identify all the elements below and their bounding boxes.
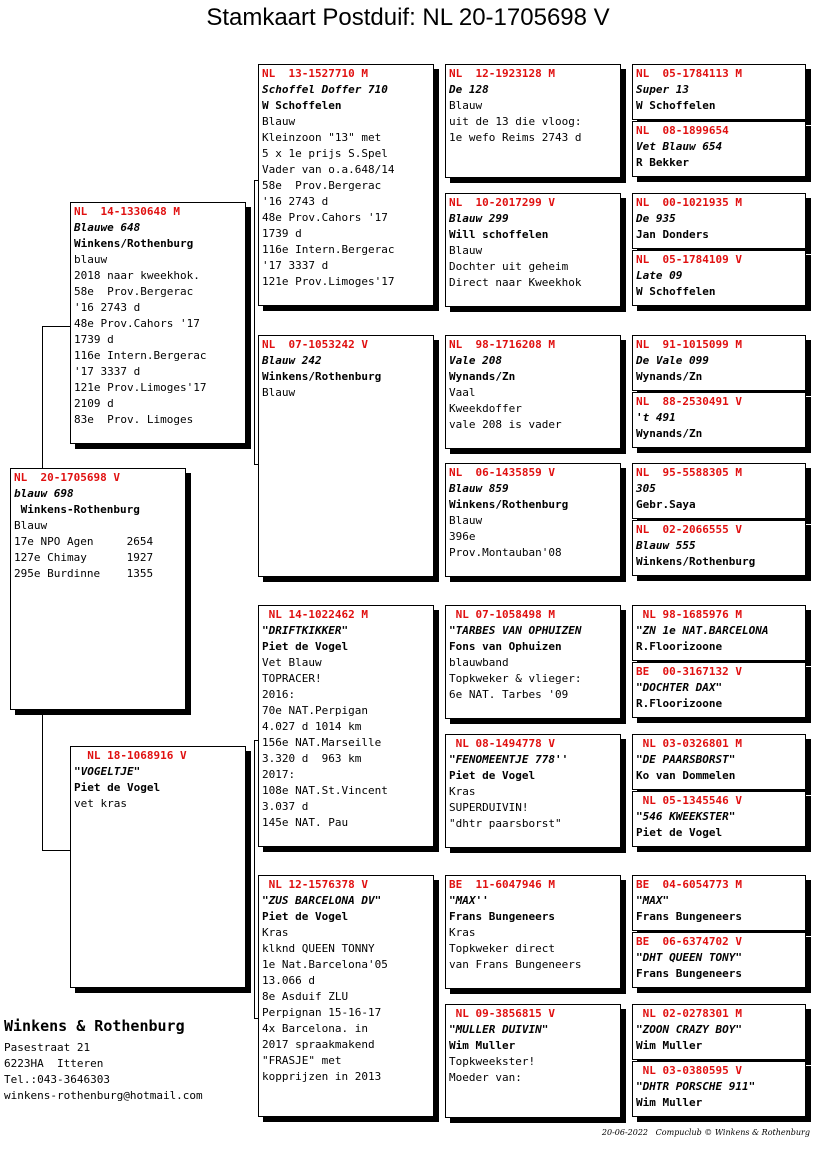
info-line: Topkweker & vlieger:	[449, 672, 582, 685]
info-line: Blauw	[449, 514, 483, 527]
connector	[42, 710, 43, 850]
pigeon-name: Blauw 859	[449, 482, 509, 495]
ring-number: NL 95-5588305 M	[636, 466, 742, 479]
info-line: 3.037 d	[262, 800, 309, 813]
pigeon-name: 305	[636, 482, 656, 495]
pigeon-owner: Frans Bungeneers	[636, 910, 742, 923]
connector	[42, 326, 43, 468]
info-line: 145e NAT. Pau	[262, 816, 349, 829]
info-line: Blauw	[449, 244, 483, 257]
pigeon-owner: Wim Muller	[636, 1096, 703, 1109]
footer-credit: 20-06-2022 Compuclub © Winkens & Rothenburg	[601, 1128, 810, 1137]
pigeon-card-sdd[interactable]	[445, 463, 621, 577]
info-line: '17 3337 d	[262, 259, 329, 272]
ring-number: NL 09-3856815 V	[449, 1007, 555, 1020]
info-line: uit de 13 die vloog:	[449, 115, 582, 128]
pigeon-owner: W Schoffelen	[636, 99, 716, 112]
info-line: TOPRACER!	[262, 672, 322, 685]
pigeon-card-g6[interactable]	[632, 392, 806, 448]
pigeon-name: De Vale 099	[636, 354, 709, 367]
info-line: 108e NAT.St.Vincent	[262, 784, 388, 797]
connector	[438, 662, 439, 794]
info-line: 1739 d	[262, 227, 302, 240]
ring-number: NL 18-1068916 V	[74, 749, 187, 762]
info-line: Blauw	[262, 115, 296, 128]
pigeon-card-g2[interactable]	[632, 121, 806, 177]
pigeon-owner: Winkens/Rothenburg	[74, 237, 194, 250]
ring-number: NL 14-1330648 M	[74, 205, 180, 218]
ring-number: NL 13-1527710 M	[262, 67, 368, 80]
info-line: "FRASJE" met	[262, 1054, 342, 1067]
info-line: Kras	[262, 926, 289, 939]
ring-number: NL 02-0278301 M	[636, 1007, 742, 1020]
ring-number: NL 07-1053242 V	[262, 338, 368, 351]
pigeon-owner: Gebr.Saya	[636, 498, 696, 511]
pigeon-owner: Winkens/Rothenburg	[449, 498, 569, 511]
info-line: SUPERDUIVIN!	[449, 801, 529, 814]
connector	[438, 932, 439, 1068]
info-line: 17e NPO Agen 2654	[14, 535, 154, 548]
info-line: 116e Intern.Bergerac	[74, 349, 207, 362]
ring-number: NL 98-1716208 M	[449, 338, 555, 351]
info-line: van Frans Bungeneers	[449, 958, 582, 971]
info-line: 4x Barcelona. in	[262, 1022, 368, 1035]
pigeon-name: "MAX''	[449, 894, 489, 907]
pigeon-owner: Piet de Vogel	[74, 781, 161, 794]
ring-number: BE 11-6047946 M	[449, 878, 555, 891]
info-line: Kras	[449, 926, 476, 939]
pigeon-owner: Frans Bungeneers	[449, 910, 555, 923]
pigeon-card-dam[interactable]	[70, 746, 246, 988]
pigeon-owner: Wynands/Zn	[636, 370, 703, 383]
info-line: klknd QUEEN TONNY	[262, 942, 375, 955]
info-line: 83e Prov. Limoges	[74, 413, 194, 426]
pigeon-owner: Wynands/Zn	[449, 370, 516, 383]
connector	[42, 326, 70, 327]
pigeon-card-dds[interactable]	[445, 875, 621, 989]
pigeon-card-g13[interactable]	[632, 875, 806, 931]
pigeon-name: Blauw 242	[262, 354, 322, 367]
connector	[254, 740, 255, 1018]
pigeon-owner: Piet de Vogel	[262, 910, 349, 923]
info-line: 127e Chimay 1927	[14, 551, 154, 564]
pigeon-card-ddd[interactable]	[445, 1004, 621, 1118]
pigeon-name: "ZOON CRAZY BOY"	[636, 1023, 742, 1036]
pigeon-owner: Jan Donders	[636, 228, 709, 241]
info-line: Moeder van:	[449, 1071, 522, 1084]
pigeon-card-g15[interactable]	[632, 1004, 806, 1060]
ring-number: BE 04-6054773 M	[636, 878, 742, 891]
info-line: 1e wefo Reims 2743 d	[449, 131, 582, 144]
pigeon-card-g14[interactable]	[632, 932, 806, 988]
ring-number: BE 06-6374702 V	[636, 935, 742, 948]
pigeon-name: "DHTR PORSCHE 911"	[636, 1080, 756, 1093]
pigeon-name: "546 KWEEKSTER"	[636, 810, 736, 823]
pigeon-name: "DOCHTER DAX"	[636, 681, 723, 694]
pigeon-name: "DRIFTKIKKER"	[262, 624, 349, 637]
info-line: Blauw	[14, 519, 48, 532]
ring-number: NL 12-1923128 M	[449, 67, 555, 80]
pigeon-owner: Wim Muller	[636, 1039, 703, 1052]
breeder-email[interactable]: winkens-rothenburg@hotmail.com	[4, 1089, 203, 1102]
pigeon-owner: Winkens/Rothenburg	[636, 555, 756, 568]
info-line: Prov.Montauban'08	[449, 546, 562, 559]
pigeon-card-g12[interactable]	[632, 791, 806, 847]
info-line: Vader van o.a.648/14	[262, 163, 395, 176]
pigeon-name: "DHT QUEEN TONY"	[636, 951, 742, 964]
info-line: 6e NAT. Tarbes '09	[449, 688, 569, 701]
ring-number: NL 98-1685976 M	[636, 608, 742, 621]
ring-number: NL 08-1899654	[636, 124, 729, 137]
pigeon-card-dsd[interactable]	[445, 734, 621, 848]
ring-number: NL 08-1494778 V	[449, 737, 555, 750]
ring-number: NL 05-1784109 V	[636, 253, 742, 266]
pigeon-owner: R.Floorizoone	[636, 697, 723, 710]
info-line: 396e	[449, 530, 476, 543]
ring-number: BE 00-3167132 V	[636, 665, 742, 678]
pigeon-name: 't 491	[636, 411, 676, 424]
pigeon-card-g16[interactable]	[632, 1061, 806, 1117]
info-line: 2018 naar kweekhok.	[74, 269, 200, 282]
breeder-street: Pasestraat 21	[4, 1041, 91, 1054]
info-line: 58e Prov.Bergerac	[262, 179, 382, 192]
pigeon-name: De 935	[636, 212, 676, 225]
info-line: Kweekdoffer	[449, 402, 522, 415]
info-line: '16 2743 d	[262, 195, 329, 208]
pigeon-owner: W Schoffelen	[636, 285, 716, 298]
pigeon-card-g8[interactable]	[632, 520, 806, 576]
pigeon-owner: Wynands/Zn	[636, 427, 703, 440]
breeder-info	[4, 1018, 203, 1104]
info-line: vale 208 is vader	[449, 418, 562, 431]
pigeon-card-sire[interactable]	[70, 202, 246, 444]
info-line: vet kras	[74, 797, 127, 810]
info-line: Blauw	[449, 99, 483, 112]
page-title: Stamkaart Postduif: NL 20-1705698 V	[206, 4, 610, 31]
info-line: Vaal	[449, 386, 476, 399]
info-line: "dhtr paarsborst"	[449, 817, 562, 830]
info-line: 5 x 1e prijs S.Spel	[262, 147, 388, 160]
ring-number: NL 14-1022462 M	[262, 608, 368, 621]
pigeon-card-subject[interactable]	[10, 468, 186, 710]
info-line: Kleinzoon "13" met	[262, 131, 382, 144]
info-line: '17 3337 d	[74, 365, 141, 378]
pigeon-owner: Piet de Vogel	[636, 826, 723, 839]
connector	[438, 126, 439, 254]
ring-number: NL 88-2530491 V	[636, 395, 742, 408]
breeder-phone: Tel.:043-3646303	[4, 1073, 110, 1086]
pigeon-name: Vale 208	[449, 354, 502, 367]
pigeon-name: Schoffel Doffer 710	[262, 83, 388, 96]
pigeon-card-sss[interactable]	[445, 64, 621, 178]
pigeon-owner: Piet de Vogel	[262, 640, 349, 653]
pigeon-card-g3[interactable]	[632, 193, 806, 249]
ring-number: NL 06-1435859 V	[449, 466, 555, 479]
pigeon-owner: Piet de Vogel	[449, 769, 536, 782]
pigeon-name: De 128	[449, 83, 489, 96]
pigeon-name: blauw 698	[14, 487, 74, 500]
pigeon-name: "ZN 1e NAT.BARCELONA	[636, 624, 769, 637]
pigeon-name: "VOGELTJE"	[74, 765, 141, 778]
info-line: Dochter uit geheim	[449, 260, 569, 273]
pigeon-owner: W Schoffelen	[262, 99, 342, 112]
info-line: blauw	[74, 253, 108, 266]
pigeon-name: "ZUS BARCELONA DV"	[262, 894, 382, 907]
info-line: 1739 d	[74, 333, 114, 346]
info-line: 70e NAT.Perpigan	[262, 704, 368, 717]
info-line: 4.027 d 1014 km	[262, 720, 362, 733]
info-line: Direct naar Kweekhok	[449, 276, 582, 289]
pigeon-card-g7[interactable]	[632, 463, 806, 519]
pigeon-card-sds[interactable]	[445, 335, 621, 449]
pigeon-card-sire-sire[interactable]	[258, 64, 434, 306]
pigeon-owner: Winkens/Rothenburg	[262, 370, 382, 383]
pigeon-card-g4[interactable]	[632, 250, 806, 306]
pigeon-name: Blauw 555	[636, 539, 696, 552]
info-line: Perpignan 15-16-17	[262, 1006, 382, 1019]
pigeon-name: Blauwe 648	[74, 221, 141, 234]
info-line: 48e Prov.Cahors '17	[74, 317, 200, 330]
info-line: 3.320 d 963 km	[262, 752, 362, 765]
connector	[254, 180, 255, 464]
pigeon-card-g11[interactable]	[632, 734, 806, 790]
ring-number: NL 05-1345546 V	[636, 794, 742, 807]
pigeon-name: Late 09	[636, 269, 683, 282]
connector	[438, 402, 439, 514]
pigeon-owner: Ko van Dommelen	[636, 769, 736, 782]
ring-number: NL 12-1576378 V	[262, 878, 368, 891]
pigeon-card-g9[interactable]	[632, 605, 806, 661]
pigeon-name: "MULLER DUIVIN"	[449, 1023, 549, 1036]
ring-number: NL 03-0326801 M	[636, 737, 742, 750]
info-line: 58e Prov.Bergerac	[74, 285, 194, 298]
pigeon-card-ssd[interactable]	[445, 193, 621, 307]
info-line: kopprijzen in 2013	[262, 1070, 382, 1083]
pigeon-name: "TARBES VAN OPHUIZEN	[449, 624, 582, 637]
pigeon-card-sire-dam[interactable]	[258, 335, 434, 577]
pigeon-card-dam-sire[interactable]	[258, 605, 434, 847]
ring-number: NL 02-2066555 V	[636, 523, 742, 536]
info-line: Kras	[449, 785, 476, 798]
breeder-name: Winkens & Rothenburg	[4, 1017, 185, 1035]
pigeon-card-dam-dam[interactable]	[258, 875, 434, 1117]
info-line: Topkweekster!	[449, 1055, 536, 1068]
breeder-city: 6223HA Itteren	[4, 1057, 104, 1070]
info-line: 295e Burdinne 1355	[14, 567, 154, 580]
pigeon-name: Blauw 299	[449, 212, 509, 225]
info-line: 2109 d	[74, 397, 114, 410]
info-line: blauwband	[449, 656, 509, 669]
info-line: Blauw	[262, 386, 296, 399]
pigeon-owner: Frans Bungeneers	[636, 967, 742, 980]
ring-number: NL 05-1784113 M	[636, 67, 742, 80]
info-line: 2016:	[262, 688, 296, 701]
info-line: 156e NAT.Marseille	[262, 736, 382, 749]
ring-number: NL 07-1058498 M	[449, 608, 555, 621]
info-line: 1e Nat.Barcelona'05	[262, 958, 388, 971]
pigeon-owner: R.Floorizoone	[636, 640, 723, 653]
info-line: '16 2743 d	[74, 301, 141, 314]
ring-number: NL 91-1015099 M	[636, 338, 742, 351]
pigeon-owner: Wim Muller	[449, 1039, 516, 1052]
pigeon-card-g1[interactable]	[632, 64, 806, 120]
pigeon-name: Vet Blauw 654	[636, 140, 723, 153]
pigeon-owner: Winkens-Rothenburg	[14, 503, 140, 516]
pigeon-card-dss[interactable]	[445, 605, 621, 719]
info-line: 2017:	[262, 768, 296, 781]
info-line: Vet Blauw	[262, 656, 322, 669]
ring-number: NL 03-0380595 V	[636, 1064, 742, 1077]
pigeon-card-g10[interactable]	[632, 662, 806, 718]
pigeon-name: "MAX"	[636, 894, 670, 907]
info-line: Topkweker direct	[449, 942, 555, 955]
pigeon-card-g5[interactable]	[632, 335, 806, 391]
pigeon-owner: Will schoffelen	[449, 228, 549, 241]
connector	[42, 850, 70, 851]
pigeon-name: "DE PAARSBORST"	[636, 753, 736, 766]
ring-number: NL 20-1705698 V	[14, 471, 120, 484]
info-line: 121e Prov.Limoges'17	[74, 381, 207, 394]
pigeon-name: "FENOMEENTJE 778''	[449, 753, 569, 766]
pigeon-name: Super 13	[636, 83, 689, 96]
info-line: 13.066 d	[262, 974, 315, 987]
info-line: 8e Asduif ZLU	[262, 990, 349, 1003]
info-line: 2017 spraakmakend	[262, 1038, 375, 1051]
ring-number: NL 10-2017299 V	[449, 196, 555, 209]
info-line: 121e Prov.Limoges'17	[262, 275, 395, 288]
ring-number: NL 00-1021935 M	[636, 196, 742, 209]
pigeon-owner: R Bekker	[636, 156, 689, 169]
info-line: 48e Prov.Cahors '17	[262, 211, 388, 224]
info-line: 116e Intern.Bergerac	[262, 243, 395, 256]
pigeon-owner: Fons van Ophuizen	[449, 640, 562, 653]
